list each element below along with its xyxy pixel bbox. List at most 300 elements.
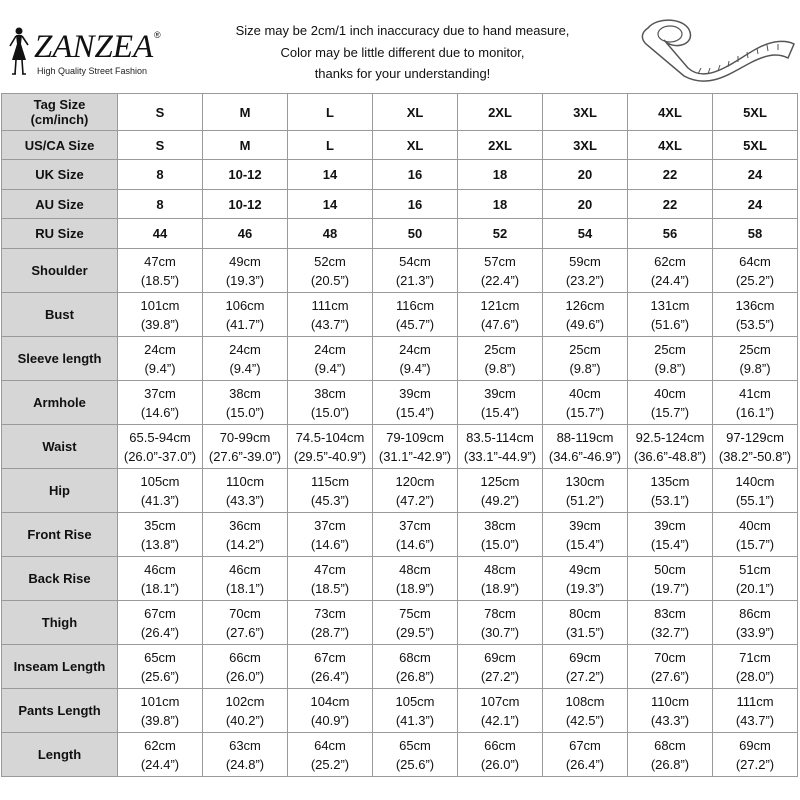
size-cell: 54 bbox=[543, 219, 628, 249]
size-cell: M bbox=[203, 131, 288, 160]
measurement-cell bbox=[543, 513, 628, 557]
measurement-cell bbox=[458, 337, 543, 381]
value-cm: 136cm bbox=[735, 297, 775, 313]
value-inch: (26.0”-37.0”) bbox=[123, 448, 197, 464]
value-cm: 38cm bbox=[314, 385, 346, 401]
size-cell: 18 bbox=[458, 160, 543, 190]
measurement-cell bbox=[543, 381, 628, 425]
value-inch: (19.3”) bbox=[565, 580, 605, 596]
measurement-cell bbox=[203, 557, 288, 601]
size-cell: S bbox=[118, 94, 203, 131]
fashion-figure-icon bbox=[4, 26, 34, 76]
measurement-cell bbox=[118, 689, 203, 733]
measurement-cell bbox=[373, 601, 458, 645]
value-cm: 52cm bbox=[314, 253, 346, 269]
value-inch: (24.4”) bbox=[140, 756, 180, 772]
value-cm: 40cm bbox=[569, 385, 601, 401]
value-cm: 35cm bbox=[144, 517, 176, 533]
value-inch: (38.2”-50.8”) bbox=[718, 448, 792, 464]
measurement-cell bbox=[543, 733, 628, 777]
value-cm: 140cm bbox=[735, 473, 775, 489]
registered-mark: ® bbox=[154, 30, 161, 40]
value-cm: 108cm bbox=[565, 693, 605, 709]
value-cm: 49cm bbox=[229, 253, 261, 269]
row-label-text: US/CA Size bbox=[24, 137, 95, 153]
value-inch: (51.2”) bbox=[565, 492, 605, 508]
measurement-cell bbox=[543, 337, 628, 381]
value-inch: (25.6”) bbox=[395, 756, 435, 772]
size-row bbox=[2, 219, 798, 249]
value-cm: 101cm bbox=[140, 297, 180, 313]
measurement-row bbox=[2, 425, 798, 469]
size-cell: 3XL bbox=[543, 131, 628, 160]
value-inch: (26.0”) bbox=[480, 756, 520, 772]
size-cell: 16 bbox=[373, 160, 458, 190]
value-cm: 75cm bbox=[399, 605, 431, 621]
value-inch: (26.0”) bbox=[225, 668, 265, 684]
size-cell: 5XL bbox=[713, 94, 798, 131]
value-inch: (9.8”) bbox=[654, 360, 686, 376]
row-label bbox=[2, 190, 118, 219]
value-inch: (29.5”-40.9”) bbox=[293, 448, 367, 464]
measurement-cell bbox=[628, 733, 713, 777]
value-cm: 39cm bbox=[569, 517, 601, 533]
size-cell: 24 bbox=[713, 160, 798, 190]
measurement-label: Sleeve length bbox=[2, 337, 118, 381]
value-inch: (15.4”) bbox=[650, 536, 690, 552]
value-cm: 25cm bbox=[739, 341, 771, 357]
value-inch: (43.7”) bbox=[310, 316, 350, 332]
value-cm: 36cm bbox=[229, 517, 261, 533]
measurement-cell bbox=[458, 381, 543, 425]
value-cm: 46cm bbox=[144, 561, 176, 577]
value-cm: 120cm bbox=[395, 473, 435, 489]
measurement-cell bbox=[118, 381, 203, 425]
size-cell: L bbox=[288, 131, 373, 160]
value-inch: (13.8”) bbox=[140, 536, 180, 552]
value-inch: (19.7”) bbox=[650, 580, 690, 596]
size-cell: 2XL bbox=[458, 94, 543, 131]
value-cm: 68cm bbox=[654, 737, 686, 753]
value-inch: (9.4”) bbox=[399, 360, 431, 376]
value-inch: (49.2”) bbox=[480, 492, 520, 508]
measurement-cell bbox=[628, 513, 713, 557]
value-inch: (20.5”) bbox=[310, 272, 350, 288]
value-inch: (14.2”) bbox=[225, 536, 265, 552]
measurement-row bbox=[2, 381, 798, 425]
value-cm: 39cm bbox=[399, 385, 431, 401]
value-inch: (15.4”) bbox=[395, 404, 435, 420]
value-cm: 69cm bbox=[569, 649, 601, 665]
row-label-text: (cm/inch) bbox=[30, 112, 89, 127]
value-inch: (28.0”) bbox=[735, 668, 775, 684]
value-inch: (26.4”) bbox=[140, 624, 180, 640]
value-cm: 67cm bbox=[144, 605, 176, 621]
measurement-cell bbox=[458, 601, 543, 645]
measurement-cell bbox=[543, 469, 628, 513]
value-cm: 70-99cm bbox=[219, 429, 271, 445]
value-inch: (27.6”) bbox=[225, 624, 265, 640]
size-cell: 8 bbox=[118, 190, 203, 219]
value-inch: (15.0”) bbox=[225, 404, 265, 420]
value-cm: 50cm bbox=[654, 561, 686, 577]
brand-tagline: High Quality Street Fashion bbox=[37, 66, 148, 76]
measurement-cell bbox=[118, 249, 203, 293]
measurement-label: Thigh bbox=[2, 601, 118, 645]
value-inch: (25.6”) bbox=[140, 668, 180, 684]
measurement-label: Bust bbox=[2, 293, 118, 337]
value-inch: (9.8”) bbox=[739, 360, 771, 376]
measurement-row bbox=[2, 733, 798, 777]
value-inch: (27.2”) bbox=[480, 668, 520, 684]
value-cm: 105cm bbox=[395, 693, 435, 709]
measurement-cell bbox=[288, 293, 373, 337]
measurement-cell bbox=[458, 249, 543, 293]
measurement-cell bbox=[373, 513, 458, 557]
value-inch: (42.5”) bbox=[565, 712, 605, 728]
value-inch: (27.2”) bbox=[735, 756, 775, 772]
value-inch: (19.3”) bbox=[225, 272, 265, 288]
measurement-cell bbox=[118, 293, 203, 337]
value-cm: 47cm bbox=[314, 561, 346, 577]
measurement-cell bbox=[628, 381, 713, 425]
value-cm: 38cm bbox=[229, 385, 261, 401]
size-cell: 46 bbox=[203, 219, 288, 249]
value-cm: 51cm bbox=[739, 561, 771, 577]
value-cm: 48cm bbox=[399, 561, 431, 577]
measurement-cell bbox=[118, 645, 203, 689]
value-inch: (20.1”) bbox=[735, 580, 775, 596]
value-cm: 40cm bbox=[654, 385, 686, 401]
value-inch: (28.7”) bbox=[310, 624, 350, 640]
size-cell: XL bbox=[373, 94, 458, 131]
measurement-cell bbox=[713, 249, 798, 293]
value-cm: 83.5-114cm bbox=[466, 429, 534, 445]
value-inch: (15.0”) bbox=[480, 536, 520, 552]
value-inch: (27.6”) bbox=[650, 668, 690, 684]
measurement-cell bbox=[628, 689, 713, 733]
value-inch: (14.6”) bbox=[310, 536, 350, 552]
value-cm: 110cm bbox=[225, 473, 265, 489]
value-inch: (45.3”) bbox=[310, 492, 350, 508]
measurement-cell bbox=[458, 293, 543, 337]
measurement-cell bbox=[543, 557, 628, 601]
value-cm: 37cm bbox=[399, 517, 431, 533]
row-label-text: RU Size bbox=[35, 226, 84, 241]
value-inch: (9.8”) bbox=[484, 360, 516, 376]
measurement-cell bbox=[373, 557, 458, 601]
size-cell: 8 bbox=[118, 160, 203, 190]
value-cm: 41cm bbox=[739, 385, 771, 401]
value-inch: (16.1”) bbox=[735, 404, 775, 420]
measurement-cell bbox=[628, 557, 713, 601]
size-cell: 4XL bbox=[628, 131, 713, 160]
measurement-cell bbox=[118, 601, 203, 645]
size-row bbox=[2, 160, 798, 190]
value-cm: 121cm bbox=[480, 297, 520, 313]
measurement-cell bbox=[713, 337, 798, 381]
measurement-cell bbox=[713, 381, 798, 425]
row-label-text: AU Size bbox=[35, 196, 84, 212]
value-cm: 37cm bbox=[144, 385, 176, 401]
value-cm: 66cm bbox=[229, 649, 261, 665]
size-cell: S bbox=[118, 131, 203, 160]
value-cm: 24cm bbox=[229, 341, 261, 357]
value-inch: (30.7”) bbox=[480, 624, 520, 640]
size-cell: 14 bbox=[288, 190, 373, 219]
measurement-cell bbox=[543, 425, 628, 469]
measurement-cell bbox=[543, 689, 628, 733]
measurement-cell bbox=[288, 645, 373, 689]
value-inch: (41.3”) bbox=[395, 712, 435, 728]
row-label bbox=[2, 160, 118, 190]
measurement-cell bbox=[288, 601, 373, 645]
value-inch: (25.2”) bbox=[310, 756, 350, 772]
size-row bbox=[2, 94, 798, 131]
value-inch: (40.9”) bbox=[310, 712, 350, 728]
measurement-cell bbox=[203, 689, 288, 733]
value-inch: (15.4”) bbox=[480, 404, 520, 420]
measurement-row bbox=[2, 557, 798, 601]
measurement-cell bbox=[203, 733, 288, 777]
value-cm: 106cm bbox=[225, 297, 265, 313]
value-cm: 54cm bbox=[399, 253, 431, 269]
measurement-cell bbox=[628, 249, 713, 293]
value-cm: 105cm bbox=[140, 473, 180, 489]
value-cm: 24cm bbox=[314, 341, 346, 357]
value-cm: 70cm bbox=[229, 605, 261, 621]
measurement-cell bbox=[628, 645, 713, 689]
measurement-label: Waist bbox=[2, 425, 118, 469]
value-inch: (18.9”) bbox=[395, 580, 435, 596]
value-inch: (18.9”) bbox=[480, 580, 520, 596]
notice-line-3: thanks for your understanding! bbox=[314, 66, 491, 81]
value-inch: (43.3”) bbox=[225, 492, 265, 508]
brand-logo bbox=[4, 22, 174, 82]
measurement-cell bbox=[713, 469, 798, 513]
measurement-label: Front Rise bbox=[2, 513, 118, 557]
value-inch: (24.4”) bbox=[650, 272, 690, 288]
value-cm: 130cm bbox=[565, 473, 605, 489]
value-inch: (18.1”) bbox=[140, 580, 180, 596]
measurement-cell bbox=[288, 733, 373, 777]
value-inch: (47.6”) bbox=[480, 316, 520, 332]
value-cm: 40cm bbox=[739, 517, 771, 533]
measurement-cell bbox=[458, 513, 543, 557]
measurement-cell bbox=[203, 293, 288, 337]
measurement-cell bbox=[373, 425, 458, 469]
value-inch: (9.8”) bbox=[569, 360, 601, 376]
measurement-row bbox=[2, 249, 798, 293]
measurement-cell bbox=[118, 337, 203, 381]
size-cell: 24 bbox=[713, 190, 798, 219]
value-cm: 46cm bbox=[229, 561, 261, 577]
row-label bbox=[2, 131, 118, 160]
size-cell: 22 bbox=[628, 190, 713, 219]
measurement-cell bbox=[458, 469, 543, 513]
value-cm: 111cm bbox=[736, 693, 774, 709]
measuring-tape-icon bbox=[628, 10, 796, 90]
row-label bbox=[2, 219, 118, 249]
size-cell: 10-12 bbox=[203, 190, 288, 219]
value-inch: (41.7”) bbox=[225, 316, 265, 332]
value-inch: (43.7”) bbox=[735, 712, 775, 728]
value-inch: (32.7”) bbox=[650, 624, 690, 640]
measurement-cell bbox=[203, 249, 288, 293]
value-inch: (29.5”) bbox=[395, 624, 435, 640]
size-cell: L bbox=[288, 94, 373, 131]
measurement-cell bbox=[118, 469, 203, 513]
measurement-cell bbox=[203, 337, 288, 381]
measurement-cell bbox=[373, 645, 458, 689]
value-cm: 65.5-94cm bbox=[129, 429, 191, 445]
size-cell: 48 bbox=[288, 219, 373, 249]
value-inch: (14.6”) bbox=[140, 404, 180, 420]
value-inch: (43.3”) bbox=[650, 712, 690, 728]
value-cm: 67cm bbox=[314, 649, 346, 665]
value-cm: 64cm bbox=[739, 253, 771, 269]
value-cm: 74.5-104cm bbox=[295, 429, 365, 445]
value-cm: 39cm bbox=[484, 385, 516, 401]
measurement-cell bbox=[628, 337, 713, 381]
measurement-row bbox=[2, 293, 798, 337]
value-cm: 48cm bbox=[484, 561, 516, 577]
size-cell: 20 bbox=[543, 160, 628, 190]
size-cell: 20 bbox=[543, 190, 628, 219]
size-cell: 44 bbox=[118, 219, 203, 249]
measurement-cell bbox=[118, 557, 203, 601]
measurement-cell bbox=[288, 513, 373, 557]
value-cm: 62cm bbox=[654, 253, 686, 269]
value-cm: 63cm bbox=[229, 737, 261, 753]
notice-line-2: Color may be little different due to monitor, bbox=[280, 44, 525, 60]
measurement-cell bbox=[373, 293, 458, 337]
value-inch: (9.4”) bbox=[314, 360, 346, 376]
value-cm: 39cm bbox=[654, 517, 686, 533]
value-cm: 70cm bbox=[654, 649, 686, 665]
value-cm: 24cm bbox=[399, 341, 431, 357]
value-inch: (26.4”) bbox=[310, 668, 350, 684]
value-inch: (23.2”) bbox=[565, 272, 605, 288]
value-cm: 47cm bbox=[144, 253, 176, 269]
value-inch: (26.4”) bbox=[565, 756, 605, 772]
measurement-cell bbox=[288, 381, 373, 425]
measurement-row bbox=[2, 337, 798, 381]
value-cm: 57cm bbox=[484, 253, 516, 269]
value-inch: (36.6”-48.8”) bbox=[633, 448, 707, 464]
measurement-cell bbox=[543, 293, 628, 337]
size-row bbox=[2, 190, 798, 219]
measurement-label: Shoulder bbox=[2, 249, 118, 293]
value-cm: 69cm bbox=[484, 649, 516, 665]
value-cm: 59cm bbox=[569, 253, 601, 269]
size-cell: 22 bbox=[628, 160, 713, 190]
value-cm: 115cm bbox=[310, 473, 350, 489]
value-inch: (18.5”) bbox=[140, 272, 180, 288]
value-cm: 25cm bbox=[569, 341, 601, 357]
measurement-cell bbox=[458, 645, 543, 689]
value-inch: (22.4”) bbox=[480, 272, 520, 288]
value-cm: 68cm bbox=[399, 649, 431, 665]
value-cm: 65cm bbox=[399, 737, 431, 753]
measurement-notice bbox=[195, 20, 610, 85]
value-cm: 83cm bbox=[654, 605, 686, 621]
value-inch: (15.0”) bbox=[310, 404, 350, 420]
value-cm: 25cm bbox=[484, 341, 516, 357]
value-cm: 80cm bbox=[569, 605, 601, 621]
size-cell: 3XL bbox=[543, 94, 628, 131]
value-cm: 97-129cm bbox=[726, 429, 784, 445]
measurement-label: Length bbox=[2, 733, 118, 777]
measurement-cell bbox=[118, 733, 203, 777]
row-label-text: Tag Size bbox=[33, 97, 86, 112]
measurement-cell bbox=[118, 513, 203, 557]
measurement-label: Hip bbox=[2, 469, 118, 513]
measurement-cell bbox=[713, 293, 798, 337]
size-cell: 58 bbox=[713, 219, 798, 249]
value-cm: 135cm bbox=[650, 473, 690, 489]
value-inch: (31.1”-42.9”) bbox=[378, 448, 452, 464]
measurement-cell bbox=[373, 337, 458, 381]
size-cell: 14 bbox=[288, 160, 373, 190]
value-cm: 79-109cm bbox=[386, 429, 444, 445]
size-row bbox=[2, 131, 798, 160]
measurement-cell bbox=[543, 249, 628, 293]
header bbox=[0, 0, 800, 92]
value-cm: 69cm bbox=[739, 737, 771, 753]
measurement-cell bbox=[373, 689, 458, 733]
value-inch: (15.4”) bbox=[565, 536, 605, 552]
value-cm: 66cm bbox=[484, 737, 516, 753]
measurement-cell bbox=[373, 733, 458, 777]
size-cell: 52 bbox=[458, 219, 543, 249]
measurement-label: Back Rise bbox=[2, 557, 118, 601]
measurement-label: Pants Length bbox=[2, 689, 118, 733]
value-cm: 125cm bbox=[480, 473, 520, 489]
measurement-cell bbox=[288, 337, 373, 381]
measurement-cell bbox=[203, 469, 288, 513]
value-inch: (33.1”-44.9”) bbox=[463, 448, 537, 464]
measurement-cell bbox=[458, 733, 543, 777]
value-inch: (39.8”) bbox=[140, 712, 180, 728]
value-inch: (34.6”-46.9”) bbox=[548, 448, 622, 464]
measurement-cell bbox=[713, 425, 798, 469]
value-cm: 102cm bbox=[225, 693, 265, 709]
value-inch: (27.6”-39.0”) bbox=[208, 448, 282, 464]
size-cell: XL bbox=[373, 131, 458, 160]
value-inch: (25.2”) bbox=[735, 272, 775, 288]
measurement-cell bbox=[373, 469, 458, 513]
brand-name: ZANZEA bbox=[34, 29, 154, 65]
measurement-label: Armhole bbox=[2, 381, 118, 425]
measurement-cell bbox=[203, 513, 288, 557]
size-cell: 50 bbox=[373, 219, 458, 249]
value-cm: 101cm bbox=[140, 693, 180, 709]
value-inch: (41.3”) bbox=[140, 492, 180, 508]
measurement-cell bbox=[288, 689, 373, 733]
measurement-cell bbox=[373, 249, 458, 293]
value-inch: (24.8”) bbox=[225, 756, 265, 772]
size-cell: 5XL bbox=[713, 131, 798, 160]
measurement-cell bbox=[288, 249, 373, 293]
measurement-cell bbox=[713, 689, 798, 733]
size-cell: 10-12 bbox=[203, 160, 288, 190]
measurement-cell bbox=[713, 557, 798, 601]
measurement-cell bbox=[203, 425, 288, 469]
value-inch: (51.6”) bbox=[650, 316, 690, 332]
value-inch: (27.2”) bbox=[565, 668, 605, 684]
value-inch: (9.4”) bbox=[144, 360, 176, 376]
